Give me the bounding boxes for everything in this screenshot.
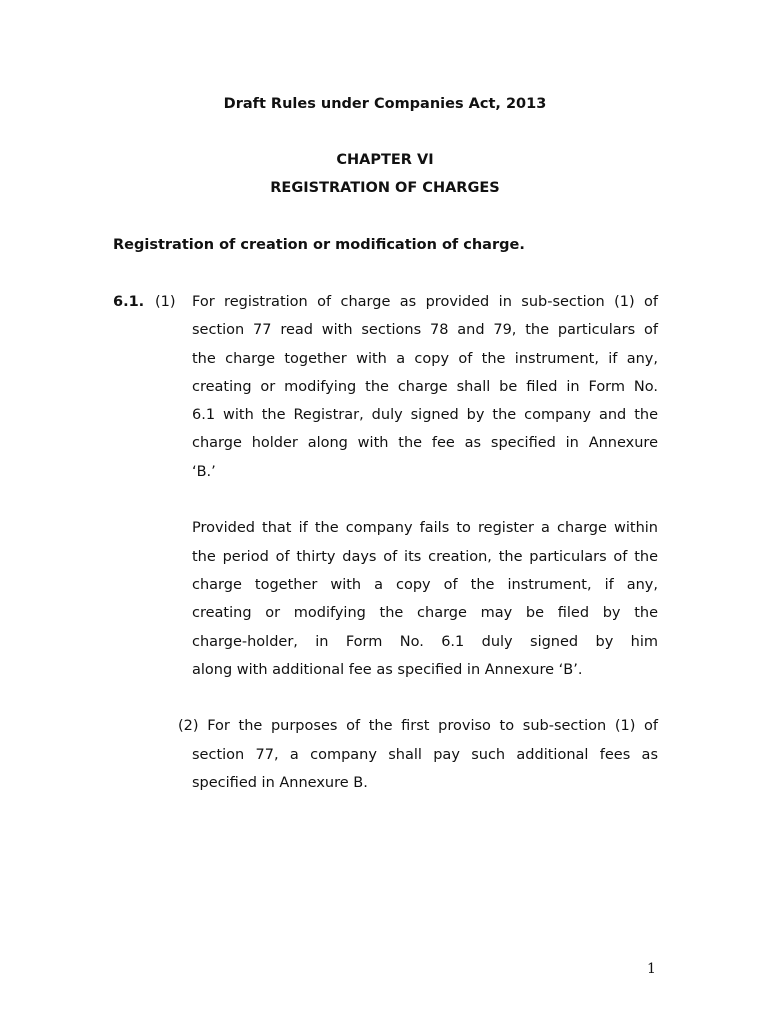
chapter-title: REGISTRATION OF CHARGES xyxy=(270,180,500,196)
sub-rule-2-line: (2) For the purposes of the first proviso to sub-section (1) of xyxy=(178,718,658,734)
sub-rule-1-line: For registration of charge as provided in sub-section (1) of xyxy=(192,294,658,310)
section-heading: Registration of creation or modification of charge. xyxy=(113,237,525,253)
sub-rule-1-line: creating or modifying the charge shall be filed in Form No. xyxy=(192,379,658,395)
rule-number: 6.1. xyxy=(113,294,145,310)
proviso-line: charge-holder, in Form No. 6.1 duly signed by him xyxy=(192,634,658,650)
sub-rule-1-marker: (1) xyxy=(155,294,176,310)
sub-rule-1-line: the charge together with a copy of the instrument, if any, xyxy=(192,351,658,367)
proviso-line: the period of thirty days of its creation, the particulars of the xyxy=(192,549,658,565)
sub-rule-2-line: specified in Annexure B. xyxy=(192,775,368,791)
proviso-line: Provided that if the company fails to register a charge within xyxy=(192,520,658,536)
sub-rule-1-line: charge holder along with the fee as specified in Annexure xyxy=(192,435,658,451)
document-header-title: Draft Rules under Companies Act, 2013 xyxy=(223,96,547,112)
page-number: 1 xyxy=(647,961,656,977)
proviso-line: charge together with a copy of the instrument, if any, xyxy=(192,577,658,593)
proviso-line: creating or modifying the charge may be filed by the xyxy=(192,605,658,621)
sub-rule-1-line: section 77 read with sections 78 and 79, the particulars of xyxy=(192,322,658,338)
sub-rule-1-line: 6.1 with the Registrar, duly signed by the company and the xyxy=(192,407,658,423)
chapter-number: CHAPTER VI xyxy=(336,152,434,168)
proviso-line: along with additional fee as specified in Annexure ‘B’. xyxy=(192,662,583,678)
sub-rule-1-line: ‘B.’ xyxy=(192,464,216,480)
sub-rule-2-line: section 77, a company shall pay such additional fees as xyxy=(192,747,658,763)
